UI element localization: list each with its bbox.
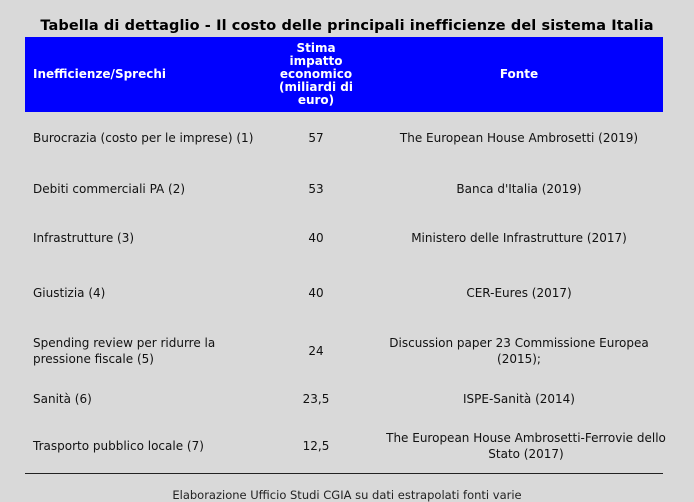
row-source-text: The European House Ambrosetti-Ferrovie dello Stato (2017) xyxy=(386,430,666,461)
header-source: Fonte xyxy=(375,37,663,112)
row-name: Debiti commerciali PA (2) xyxy=(33,181,186,196)
table-row xyxy=(25,213,663,263)
row-name-text: Spending review per ridurre la pressione fiscale (5) xyxy=(33,336,216,366)
row-name: Trasporto pubblico locale (7) xyxy=(25,419,257,473)
header-economic-impact-label: Stima impatto economico (miliardi di euro) xyxy=(279,41,353,107)
row-value: 40 xyxy=(308,231,324,245)
row-name: Giustizia (4) xyxy=(33,286,106,300)
table-row xyxy=(25,112,663,164)
row-source: Banca d'Italia (2019) xyxy=(456,181,582,196)
row-source: Ministero delle Infrastrutture (2017) xyxy=(411,231,627,245)
row-name: Infrastrutture (3) xyxy=(33,231,135,245)
row-name xyxy=(25,323,257,379)
table-title: Tabella di dettaglio - Il costo delle principali inefficienze del sistema Italia xyxy=(40,18,654,34)
table-row xyxy=(25,323,663,379)
row-value: 23,5 xyxy=(302,392,330,406)
row-source: ISPE-Sanità (2014) xyxy=(463,392,575,406)
row-value: 12,5 xyxy=(257,419,375,473)
row-value: 53 xyxy=(308,181,324,196)
row-name: Sanità (6) xyxy=(33,392,92,406)
row-source-text: Discussion paper 23 Commissione Europea (2015); xyxy=(389,336,649,366)
row-name: Burocrazia (costo per le imprese) (1) xyxy=(33,131,254,145)
table-row xyxy=(25,419,663,473)
row-source xyxy=(375,419,666,473)
header-economic-impact xyxy=(257,37,375,112)
header-inefficiencies: Inefficienze/Sprechi xyxy=(25,37,257,112)
row-value: 40 xyxy=(308,286,324,300)
detail-table xyxy=(25,37,666,474)
row-value: 57 xyxy=(308,131,324,145)
row-source: The European House Ambrosetti (2019) xyxy=(399,131,639,145)
row-value: 24 xyxy=(308,344,324,358)
source-note: Elaborazione Ufficio Studi CGIA su dati estrapolati fonti varie xyxy=(172,488,522,502)
row-source xyxy=(375,323,663,379)
row-source: CER-Eures (2017) xyxy=(466,286,572,300)
table-header-row xyxy=(25,37,663,112)
table-row xyxy=(25,379,663,419)
table-row xyxy=(25,263,663,323)
table-row xyxy=(25,164,663,213)
